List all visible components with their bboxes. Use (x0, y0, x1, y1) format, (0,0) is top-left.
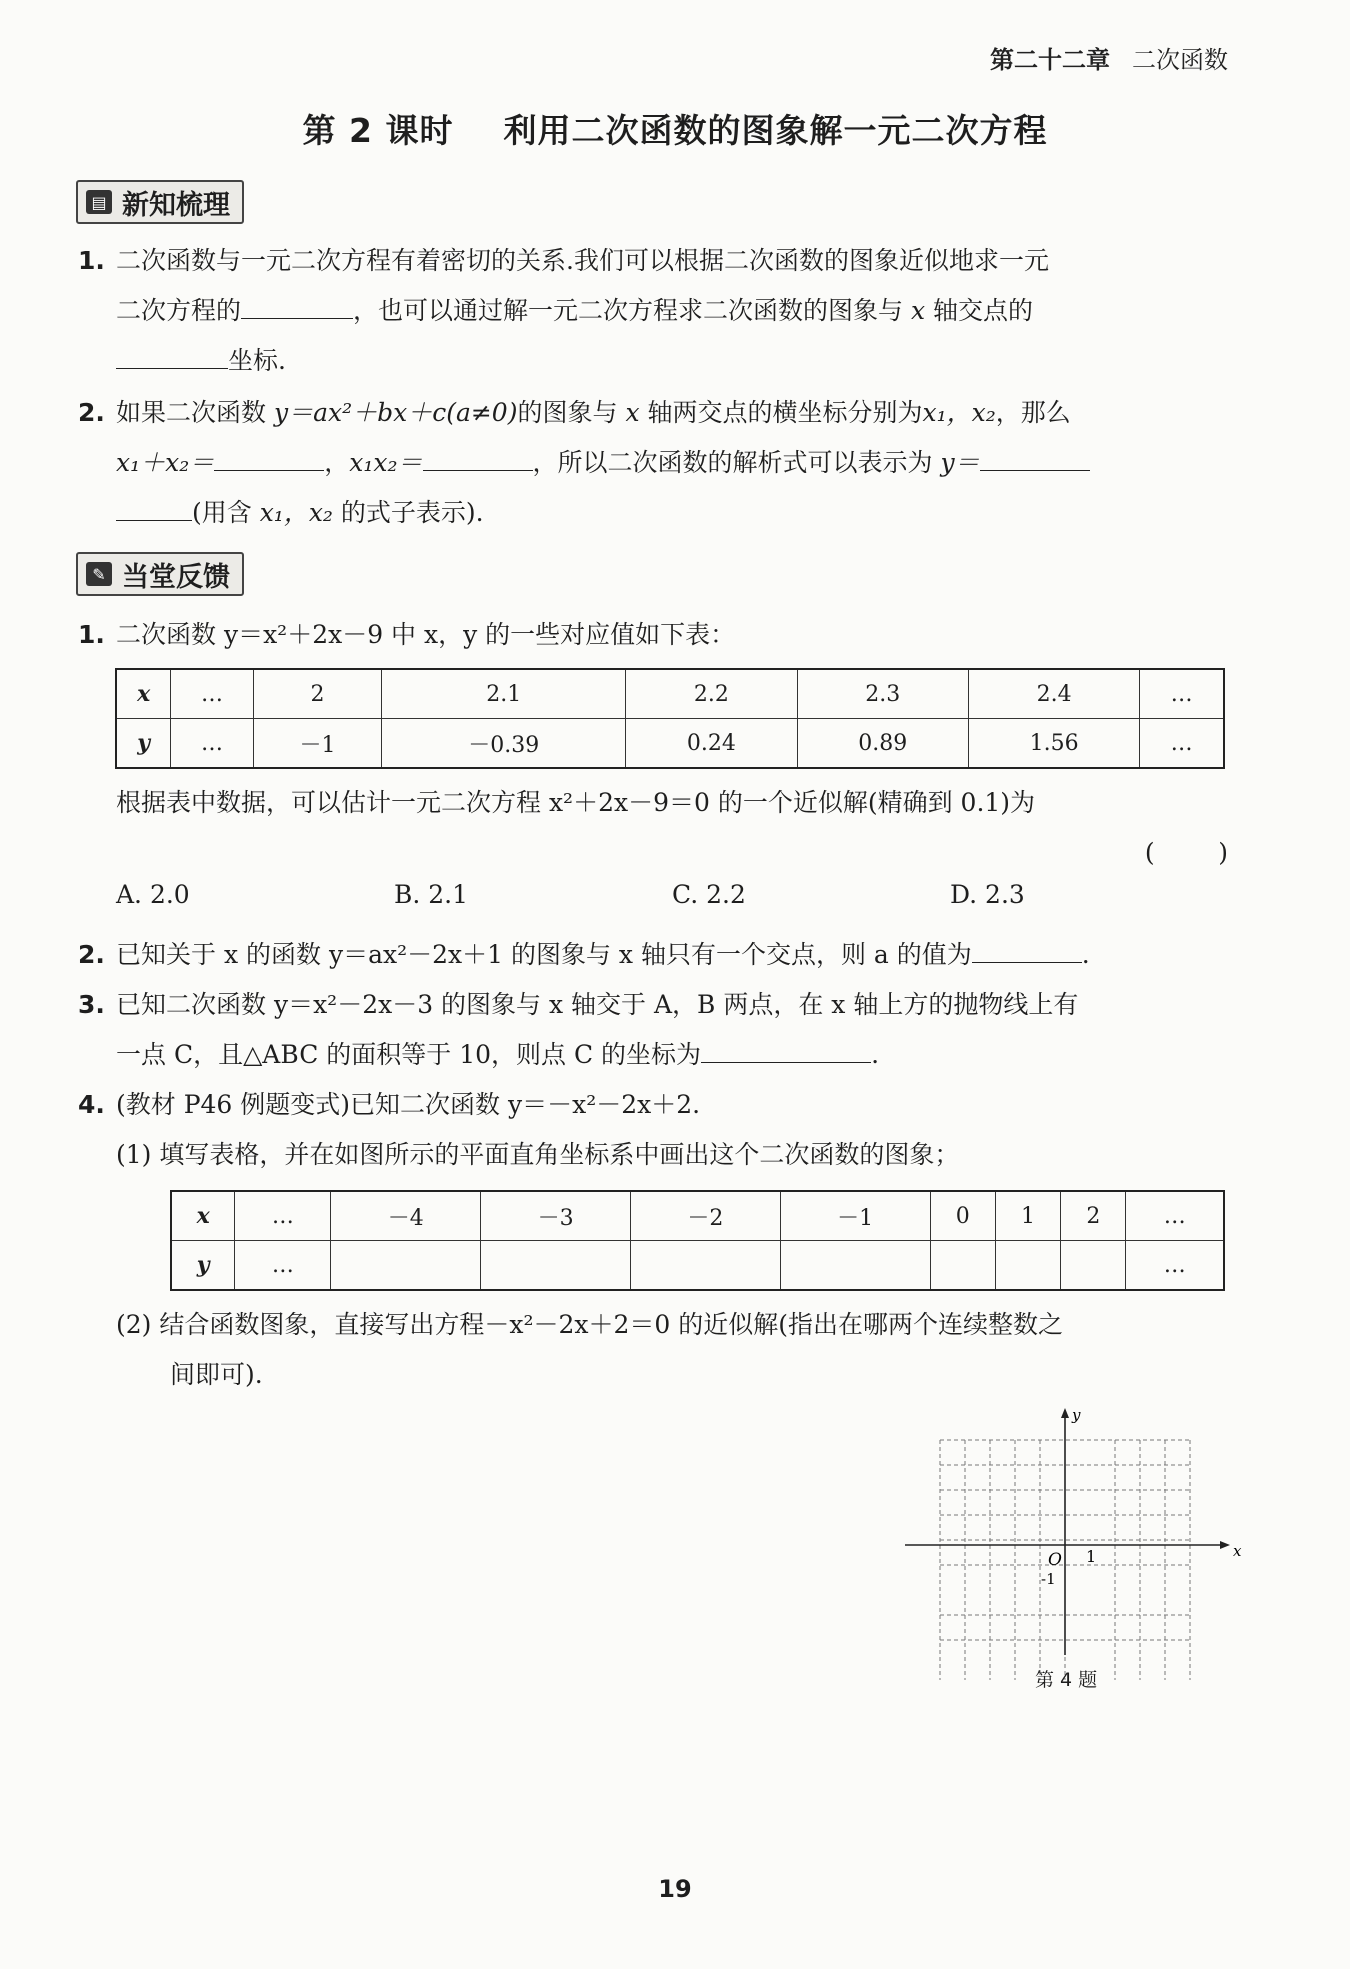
question-number: 4. (78, 1090, 105, 1119)
table-cell: 2.1 (382, 669, 626, 719)
x-axis-arrow (1220, 1541, 1230, 1549)
question-text: 轴两交点的横坐标分别为 (639, 398, 923, 427)
chapter-header (990, 40, 1228, 75)
roots-product: x₁x₂＝ (349, 448, 423, 477)
table-cell: … (1126, 1241, 1224, 1291)
question-text: 已知关于 x 的函数 y＝ax²－2x＋1 的图象与 x 轴只有一个交点，则 a 的值为 (116, 940, 972, 969)
variable: y＝ (940, 448, 980, 477)
chapter-topic: 二次函数 (1132, 46, 1228, 74)
question-text: (2) 结合函数图象，直接写出方程－x²－2x＋2＝0 的近似解(指出在哪两个连续整数之 (116, 1310, 1063, 1339)
section-label: 新知梳理 (122, 189, 230, 221)
table-cell-input[interactable] (995, 1241, 1060, 1291)
table-cell: 0 (930, 1191, 995, 1241)
chapter-label: 第二十二章 (990, 46, 1110, 74)
know-question-2 (78, 388, 1228, 538)
table-cell: 0.89 (797, 719, 968, 769)
question-text: ，那么 (995, 398, 1071, 427)
table-cell: … (1140, 719, 1224, 769)
question-text: ，所以二次函数的解析式可以表示为 (532, 448, 941, 477)
option-b[interactable]: B. 2.1 (394, 880, 469, 909)
table-cell: … (171, 669, 253, 719)
section-tag-feedback (76, 552, 244, 596)
table-cell-input[interactable] (481, 1241, 631, 1291)
feedback-question-4-part2 (78, 1300, 1228, 1400)
question-number: 3. (78, 990, 105, 1019)
feedback-question-1 (78, 610, 1228, 660)
answer-parentheses[interactable]: ( ) (1144, 838, 1228, 867)
variable: x (910, 296, 926, 325)
coordinate-grid[interactable] (900, 1400, 1240, 1660)
table-cell: 2.2 (626, 669, 797, 719)
table-cell: … (235, 1241, 331, 1291)
question-number: 2. (78, 398, 105, 427)
x-tick-label: 1 (1086, 1547, 1097, 1566)
table-cell: －4 (331, 1191, 481, 1241)
answer-blank[interactable] (701, 1036, 871, 1063)
lesson-title: 第 2 课时 利用二次函数的图象解一元二次方程 (302, 111, 1048, 150)
table-cell: … (1126, 1191, 1224, 1241)
table-cell: 2 (1061, 1191, 1126, 1241)
answer-blank[interactable] (116, 342, 228, 369)
question-text: (1) 填写表格，并在如图所示的平面直角坐标系中画出这个二次函数的图象； (116, 1140, 960, 1169)
question-text: (教材 P46 例题变式)已知二次函数 y＝－x²－2x＋2. (116, 1090, 701, 1119)
coordinate-grid-figure (900, 1400, 1240, 1664)
answer-blank[interactable] (214, 444, 324, 471)
answer-blank[interactable] (241, 292, 353, 319)
punct: ， (324, 448, 350, 477)
choice-options (116, 880, 1236, 909)
question-text: 的图象与 (517, 398, 626, 427)
table-row-x (116, 669, 1224, 719)
question-text: 如果二次函数 (116, 398, 274, 427)
table-cell: … (235, 1191, 331, 1241)
table-cell-input[interactable] (930, 1241, 995, 1291)
question-number: 2. (78, 940, 105, 969)
table-row-y (116, 719, 1224, 769)
punct: . (871, 1040, 880, 1069)
answer-blank[interactable] (116, 494, 192, 521)
question-text: 轴交点的 (925, 296, 1034, 325)
variable: x (625, 398, 640, 427)
option-a[interactable]: A. 2.0 (116, 880, 190, 909)
pencil-icon: ✎ (86, 562, 112, 586)
question-number: 1. (78, 620, 105, 649)
y-tick-label: -1 (1041, 1570, 1056, 1588)
question-text: 一点 C，且△ABC 的面积等于 10，则点 C 的坐标为 (116, 1040, 702, 1069)
roots-sum: x₁＋x₂＝ (116, 448, 215, 477)
question-text: 二次函数 y＝x²＋2x－9 中 x，y 的一些对应值如下表： (116, 620, 736, 649)
y-axis-arrow (1061, 1408, 1069, 1418)
table-cell-input[interactable] (780, 1241, 930, 1291)
feedback-question-3 (78, 980, 1228, 1080)
punct: . (1081, 940, 1090, 969)
table-cell: －2 (630, 1191, 780, 1241)
table-cell: －1 (780, 1191, 930, 1241)
feedback-question-2 (78, 930, 1228, 980)
question-text: 已知二次函数 y＝x²－2x－3 的图象与 x 轴交于 A，B 两点，在 x 轴上方的抛物线上有 (116, 990, 1079, 1019)
value-table-2 (170, 1190, 1225, 1291)
equation: y＝ax²＋bx＋c(a≠0) (273, 398, 518, 427)
option-c[interactable]: C. 2.2 (672, 880, 746, 909)
question-number: 1. (78, 246, 105, 275)
x-axis-label: x (1233, 1542, 1242, 1560)
option-d[interactable]: D. 2.3 (950, 880, 1025, 909)
table-header: y (171, 1241, 235, 1291)
table-cell: … (171, 719, 253, 769)
know-question-1 (78, 236, 1228, 386)
book-icon: ▤ (86, 190, 112, 214)
table-header: x (171, 1191, 235, 1241)
table-cell: … (1140, 669, 1224, 719)
table-cell: 1 (995, 1191, 1060, 1241)
question-text: 二次函数与一元二次方程有着密切的关系.我们可以根据二次函数的图象近似地求一元 (116, 246, 1049, 275)
table-cell-input[interactable] (331, 1241, 481, 1291)
question-text: 间即可). (170, 1360, 263, 1389)
table-cell: 2.3 (797, 669, 968, 719)
page-number: 19 (658, 1875, 692, 1903)
question-text: 坐标. (228, 346, 286, 375)
table-cell: 2.4 (968, 669, 1139, 719)
table-cell: 0.24 (626, 719, 797, 769)
table-cell-input[interactable] (630, 1241, 780, 1291)
question-text: 根据表中数据，可以估计一元二次方程 x²＋2x－9＝0 的一个近似解(精确到 0.1)为 (116, 788, 1036, 817)
table-row-y (171, 1241, 1224, 1291)
question-text: 的式子表示). (332, 498, 484, 527)
answer-blank[interactable] (972, 936, 1082, 963)
origin-label: O (1048, 1550, 1062, 1570)
table-cell: 2 (253, 669, 382, 719)
value-table-1 (115, 668, 1225, 769)
feedback-question-4 (78, 1080, 1228, 1180)
table-header: y (116, 719, 171, 769)
y-axis-label: y (1072, 1406, 1081, 1424)
roots: x₁，x₂ (922, 398, 996, 427)
section-tag-knowledge (76, 180, 244, 224)
table-cell: －3 (481, 1191, 631, 1241)
question-text: (用含 (192, 498, 260, 527)
feedback-question-1-after (78, 778, 1228, 828)
table-header: x (116, 669, 171, 719)
answer-blank[interactable] (980, 444, 1090, 471)
section-label: 当堂反馈 (122, 561, 230, 593)
table-cell-input[interactable] (1061, 1241, 1126, 1291)
table-cell: －1 (253, 719, 382, 769)
question-text: 二次方程的 (116, 296, 242, 325)
table-row-x (171, 1191, 1224, 1241)
question-text: ，也可以通过解一元二次方程求二次函数的图象与 (353, 296, 911, 325)
figure-caption: 第 4 题 (1035, 1669, 1098, 1691)
table-cell: 1.56 (968, 719, 1139, 769)
roots: x₁，x₂ (259, 498, 333, 527)
table-cell: －0.39 (382, 719, 626, 769)
answer-blank[interactable] (423, 444, 533, 471)
